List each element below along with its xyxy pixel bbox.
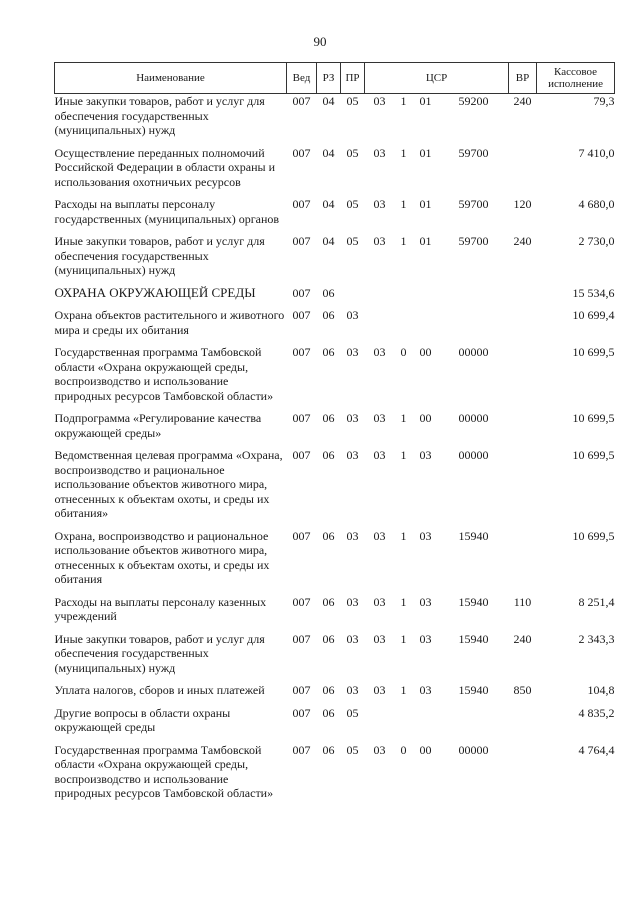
table-row xyxy=(55,94,615,146)
row-pr: 05 xyxy=(346,705,359,720)
row-name: Осуществление переданных полномочий Российской Федерации в области охраны и использования охотничьих ресурсов xyxy=(54,145,276,189)
row-csr-direction xyxy=(439,308,509,345)
row-name: Другие вопросы в области охраны окружающей среды xyxy=(54,705,231,734)
row-name: Государственная программа Тамбовской области «Охрана окружающей среды, воспроизводство и использование природных ресурсов Тамбовской области» xyxy=(54,742,274,800)
row-csr-direction: 59700 xyxy=(458,234,489,248)
row-csr-program: 03 xyxy=(373,448,386,462)
row-vr xyxy=(509,448,537,529)
row-name: Государственная программа Тамбовской области «Охрана окружающей среды, воспроизводство и использование природных ресурсов Тамбовской области» xyxy=(54,345,274,403)
row-csr-event: 00 xyxy=(419,742,432,757)
table-row xyxy=(55,743,615,801)
row-name: Расходы на выплаты персоналу государственных (муниципальных) органов xyxy=(54,197,280,226)
row-vr: 120 xyxy=(513,197,532,211)
row-csr-subprogram: 1 xyxy=(400,197,407,211)
row-pr xyxy=(341,286,365,309)
row-csr-subprogram: 1 xyxy=(400,631,407,646)
row-ved: 007 xyxy=(292,528,311,543)
row-csr-subprogram: 1 xyxy=(400,448,407,462)
row-ved: 007 xyxy=(292,594,311,609)
row-vr xyxy=(509,529,537,595)
row-vr: 240 xyxy=(513,631,532,646)
row-csr-program: 03 xyxy=(373,145,386,160)
row-vr xyxy=(509,345,537,411)
row-rz: 04 xyxy=(322,145,335,160)
row-pr: 03 xyxy=(346,683,359,697)
row-csr-subprogram: 0 xyxy=(400,742,407,757)
row-vr: 240 xyxy=(513,234,532,248)
row-rz: 04 xyxy=(322,197,335,211)
row-amount: 7 410,0 xyxy=(578,145,615,160)
table-row xyxy=(55,197,615,234)
row-csr-event: 03 xyxy=(419,683,432,697)
row-amount: 10 699,5 xyxy=(572,528,615,543)
row-name: Уплата налогов, сборов и иных платежей xyxy=(54,683,265,697)
row-rz: 06 xyxy=(322,448,335,462)
row-csr-direction xyxy=(439,706,509,743)
row-amount: 10 699,4 xyxy=(572,308,615,322)
row-csr-direction xyxy=(439,286,509,309)
row-name: Иные закупки товаров, работ и услуг для обеспечения государственных (муниципальных) нужд xyxy=(54,234,265,277)
row-csr-direction: 00000 xyxy=(458,448,489,462)
table-row xyxy=(55,308,615,345)
row-csr-subprogram: 1 xyxy=(400,594,407,609)
row-csr-subprogram: 1 xyxy=(400,411,407,425)
row-amount: 2 343,3 xyxy=(578,631,615,646)
row-amount: 2 730,0 xyxy=(578,234,615,248)
row-ved: 007 xyxy=(292,197,311,211)
row-name: Охрана, воспроизводство и рациональное использование объектов животного мира, отнесенных к объектам охоты, и среды их обитания xyxy=(54,528,270,586)
row-csr-subprogram: 1 xyxy=(400,145,407,160)
row-amount: 79,3 xyxy=(593,94,615,108)
row-csr-program: 03 xyxy=(373,631,386,646)
row-csr-direction: 15940 xyxy=(458,683,489,697)
row-csr-program: 03 xyxy=(373,197,386,211)
row-csr-direction: 15940 xyxy=(458,631,489,646)
row-vr xyxy=(509,743,537,801)
table-row xyxy=(55,411,615,448)
row-csr-direction: 00000 xyxy=(458,345,489,359)
row-name: Охрана объектов растительного и животного мира и среды их обитания xyxy=(54,308,285,337)
row-csr-direction: 59700 xyxy=(458,197,489,211)
row-ved: 007 xyxy=(292,308,311,322)
row-csr-event xyxy=(413,706,439,743)
row-pr: 05 xyxy=(346,145,359,160)
row-ved: 007 xyxy=(292,145,311,160)
row-ved: 007 xyxy=(292,448,311,462)
row-pr: 03 xyxy=(346,411,359,425)
row-csr-subprogram: 1 xyxy=(400,94,407,108)
row-amount: 104,8 xyxy=(587,683,615,697)
row-vr: 110 xyxy=(513,594,532,609)
row-csr-subprogram xyxy=(395,706,413,743)
table-row xyxy=(55,529,615,595)
table-row xyxy=(55,632,615,684)
row-name: Иные закупки товаров, работ и услуг для обеспечения государственных (муниципальных) нужд xyxy=(54,94,265,137)
row-csr-subprogram: 0 xyxy=(400,345,407,359)
row-pr: 03 xyxy=(346,594,359,609)
row-ved: 007 xyxy=(292,683,311,697)
row-csr-program: 03 xyxy=(373,345,386,359)
row-rz: 06 xyxy=(322,683,335,697)
row-amount: 4 680,0 xyxy=(578,197,615,211)
row-csr-program: 03 xyxy=(373,94,386,108)
row-rz: 06 xyxy=(322,742,335,757)
row-csr-direction: 00000 xyxy=(458,742,489,757)
table-row xyxy=(55,234,615,286)
table-row xyxy=(55,448,615,529)
row-csr-event: 03 xyxy=(419,594,432,609)
row-rz: 06 xyxy=(322,528,335,543)
row-csr-event: 01 xyxy=(419,145,432,160)
row-rz: 06 xyxy=(322,594,335,609)
row-pr: 03 xyxy=(346,345,359,359)
row-csr-program xyxy=(365,706,395,743)
table-row xyxy=(55,683,615,706)
row-csr-program: 03 xyxy=(373,594,386,609)
header-rz: РЗ xyxy=(317,63,341,94)
row-amount: 10 699,5 xyxy=(572,411,615,425)
row-pr: 05 xyxy=(346,94,359,108)
row-vr xyxy=(509,706,537,743)
row-csr-subprogram xyxy=(395,286,413,309)
row-csr-program: 03 xyxy=(373,683,386,697)
row-csr-program: 03 xyxy=(373,528,386,543)
page-number: 90 xyxy=(313,34,327,49)
row-csr-direction: 00000 xyxy=(458,411,489,425)
row-ved: 007 xyxy=(292,631,311,646)
row-rz: 06 xyxy=(322,411,335,425)
row-vr xyxy=(509,308,537,345)
row-csr-event: 03 xyxy=(419,631,432,646)
row-vr: 850 xyxy=(513,683,532,697)
row-csr-direction: 59200 xyxy=(458,94,489,108)
budget-table xyxy=(54,62,615,801)
table-row xyxy=(55,595,615,632)
row-rz: 06 xyxy=(322,285,335,300)
row-name: Иные закупки товаров, работ и услуг для обеспечения государственных (муниципальных) нужд xyxy=(54,631,265,675)
row-ved: 007 xyxy=(292,234,311,248)
row-pr: 03 xyxy=(346,308,359,322)
row-pr: 03 xyxy=(346,631,359,646)
row-csr-event: 01 xyxy=(419,94,432,108)
row-rz: 06 xyxy=(322,345,335,359)
row-csr-event: 01 xyxy=(419,234,432,248)
row-ved: 007 xyxy=(292,345,311,359)
header-csr: ЦСР xyxy=(365,63,509,94)
row-amount: 10 699,5 xyxy=(572,448,615,462)
header-name: Наименование xyxy=(55,63,287,94)
row-csr-program: 03 xyxy=(373,411,386,425)
row-rz: 04 xyxy=(322,234,335,248)
header-ved: Вед xyxy=(287,63,317,94)
row-csr-direction: 15940 xyxy=(458,528,489,543)
header-amount: Кассовое исполнение xyxy=(537,63,615,94)
row-csr-subprogram: 1 xyxy=(400,683,407,697)
row-rz: 04 xyxy=(322,94,335,108)
row-ved: 007 xyxy=(292,285,311,300)
table-row xyxy=(55,706,615,743)
row-csr-program: 03 xyxy=(373,742,386,757)
row-csr-direction: 15940 xyxy=(458,594,489,609)
row-csr-subprogram xyxy=(395,308,413,345)
row-name: Ведомственная целевая программа «Охрана, воспроизводство и рациональное использование объектов животного мира, отнесенных к объектам охоты, и среды их обитания» xyxy=(54,448,283,520)
row-ved: 007 xyxy=(292,411,311,425)
row-csr-event xyxy=(413,286,439,309)
row-csr-program xyxy=(365,286,395,309)
row-amount: 4 835,2 xyxy=(578,705,615,720)
row-rz: 06 xyxy=(322,705,335,720)
header-pr: ПР xyxy=(341,63,365,94)
row-pr: 03 xyxy=(346,448,359,462)
row-csr-subprogram: 1 xyxy=(400,234,407,248)
row-pr: 03 xyxy=(346,528,359,543)
row-amount: 10 699,5 xyxy=(572,345,615,359)
row-csr-subprogram: 1 xyxy=(400,528,407,543)
row-csr-event: 03 xyxy=(419,448,432,462)
row-csr-program: 03 xyxy=(373,234,386,248)
row-rz: 06 xyxy=(322,631,335,646)
table-header xyxy=(55,63,615,94)
row-vr xyxy=(509,286,537,309)
table-row xyxy=(55,286,615,309)
row-amount: 4 764,4 xyxy=(578,742,615,757)
row-vr xyxy=(509,411,537,448)
row-vr: 240 xyxy=(513,94,532,108)
row-amount: 15 534,6 xyxy=(572,285,615,300)
row-ved: 007 xyxy=(292,742,311,757)
row-pr: 05 xyxy=(346,234,359,248)
row-pr: 05 xyxy=(346,197,359,211)
row-csr-event: 01 xyxy=(419,197,432,211)
row-csr-event: 00 xyxy=(419,411,432,425)
row-vr xyxy=(509,146,537,198)
row-ved: 007 xyxy=(292,94,311,108)
row-name: ОХРАНА ОКРУЖАЮЩЕЙ СРЕДЫ xyxy=(54,284,256,300)
row-rz: 06 xyxy=(322,308,335,322)
row-name: Расходы на выплаты персоналу казенных учреждений xyxy=(54,594,267,623)
header-vr: ВР xyxy=(509,63,537,94)
row-amount: 8 251,4 xyxy=(578,594,615,609)
table-row xyxy=(55,345,615,411)
row-csr-event xyxy=(413,308,439,345)
row-name: Подпрограмма «Регулирование качества окружающей среды» xyxy=(54,411,262,440)
row-csr-event: 03 xyxy=(419,528,432,543)
row-csr-direction: 59700 xyxy=(458,145,489,160)
row-csr-event: 00 xyxy=(419,345,432,359)
row-ved: 007 xyxy=(292,705,311,720)
row-csr-program xyxy=(365,308,395,345)
table-row xyxy=(55,146,615,198)
row-pr: 05 xyxy=(346,742,359,757)
